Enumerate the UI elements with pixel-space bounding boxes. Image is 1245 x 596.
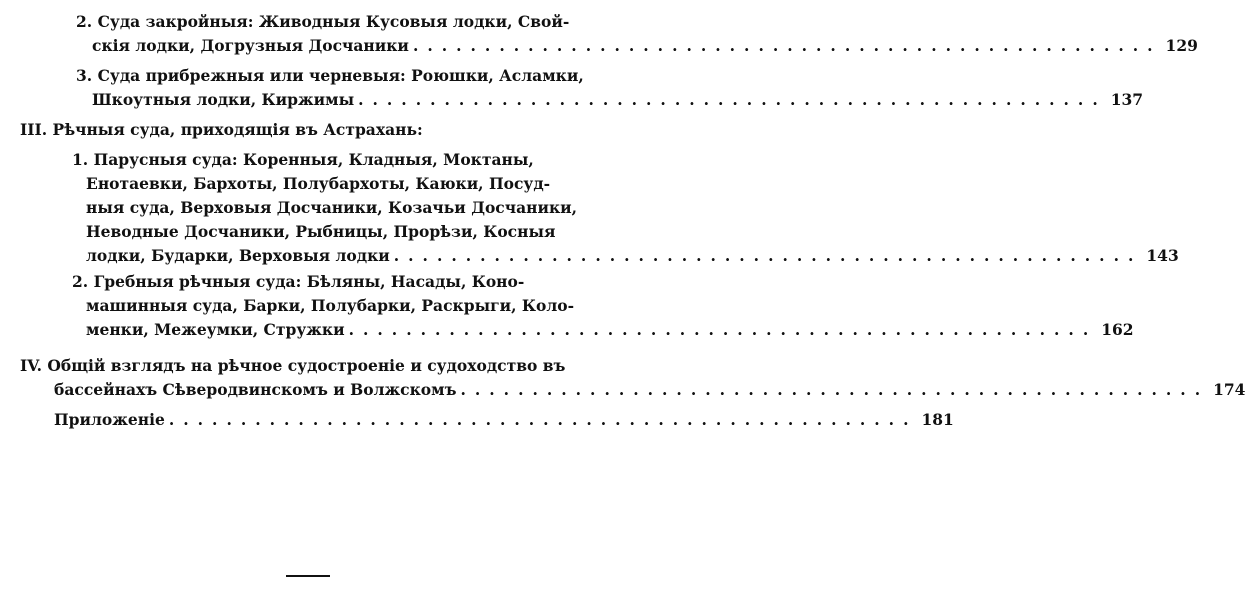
dot-leader: ....................................................	[348, 320, 1098, 339]
toc-item-1b-line1: 1. Парусныя суда: Коренныя, Кладныя, Моктаны,	[72, 150, 534, 169]
toc-item-1b-line3: ныя суда, Верховыя Досчаники, Козачьи Досчаники,	[86, 198, 578, 217]
toc-item-2b-line3: менки, Межеумки, Стружки	[86, 320, 345, 339]
dot-leader: ....................................................	[412, 36, 1162, 55]
toc-item-3a-entry	[92, 90, 1144, 110]
page-number: 162	[1101, 320, 1134, 339]
toc-section-4-line2: бассейнахъ Сѣверодвинскомъ и Волжскомъ	[54, 380, 457, 399]
closing-rule	[286, 575, 330, 577]
page-number: 143	[1146, 246, 1179, 265]
toc-section-4-line1: IV. Общій взглядъ на рѣчное судостроеніе и судоходство въ	[20, 356, 566, 375]
toc-item-1b-line2: Енотаевки, Бархоты, Полубархоты, Каюки, Посуд-	[86, 174, 551, 193]
page-number: 181	[921, 410, 954, 429]
dot-leader: ....................................................	[460, 380, 1210, 399]
toc-item-3a-line1: 3. Суда прибрежныя или черневыя: Роюшки, Асламки,	[76, 66, 584, 85]
dot-leader: ....................................................	[393, 246, 1143, 265]
page-number: 174	[1213, 380, 1245, 399]
toc-section-4-entry	[54, 380, 1245, 400]
toc-item-2a-line1: 2. Суда закройныя: Живодныя Кусовыя лодки, Свой-	[76, 12, 570, 31]
toc-item-2b-line1: 2. Гребныя рѣчныя суда: Бѣляны, Насады, Коно-	[72, 272, 525, 291]
toc-item-2b-entry	[86, 320, 1134, 340]
toc-appendix-label: Приложеніе	[54, 410, 165, 429]
toc-appendix-entry	[54, 410, 954, 430]
toc-item-3a-line2: Шкоутныя лодки, Киржимы	[92, 90, 355, 109]
toc-item-2b-line2: машинныя суда, Барки, Полубарки, Раскрыги, Коло-	[86, 296, 575, 315]
toc-item-2a-entry	[92, 36, 1198, 56]
page-number: 129	[1165, 36, 1198, 55]
dot-leader: ....................................................	[168, 410, 918, 429]
toc-section-3-heading: III. Рѣчныя суда, приходящія въ Астрахань:	[20, 120, 423, 139]
toc-item-1b-line4: Неводные Досчаники, Рыбницы, Прорѣзи, Косныя	[86, 222, 556, 241]
dot-leader: ....................................................	[358, 90, 1107, 109]
toc-item-1b-line5: лодки, Бударки, Верховыя лодки	[86, 246, 390, 265]
page-number: 137	[1110, 90, 1144, 109]
toc-item-1b-entry	[86, 246, 1179, 266]
toc-item-2a-line2: скія лодки, Догрузныя Досчаники	[92, 36, 409, 55]
